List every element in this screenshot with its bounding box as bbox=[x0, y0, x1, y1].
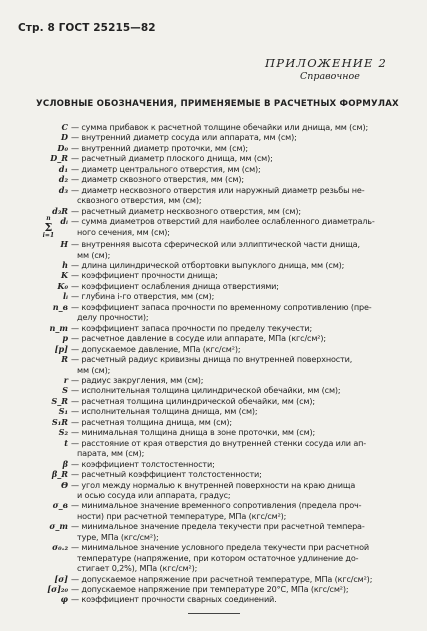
symbol-text: D bbox=[60, 132, 68, 143]
symbol-text: σ_в bbox=[52, 500, 68, 511]
description-line: — минимальное значение предела текучести при расчетной темпера- bbox=[71, 521, 365, 532]
page-header: Стр. 8 ГОСТ 25215—82 bbox=[18, 22, 156, 34]
symbol bbox=[8, 291, 68, 301]
description-line: ности) при расчетной температуре, МПа (кгс/см²); bbox=[77, 510, 287, 521]
description-line: — внутренняя высота сферической или эллиптической части днища, bbox=[71, 239, 360, 250]
symbol-row bbox=[8, 164, 420, 174]
description-line: парата, мм (см); bbox=[77, 448, 145, 459]
symbol-row bbox=[8, 480, 420, 501]
symbol-row bbox=[8, 344, 420, 354]
symbol-row bbox=[8, 459, 420, 469]
symbol-row bbox=[8, 438, 420, 459]
symbol bbox=[8, 143, 68, 153]
symbol-description bbox=[68, 132, 420, 142]
symbol-row bbox=[8, 385, 420, 395]
description-line: мм (см); bbox=[77, 249, 111, 260]
symbol-row bbox=[8, 521, 420, 542]
sigma-glyph: Σ bbox=[44, 220, 53, 234]
symbol bbox=[8, 500, 68, 510]
symbol-row bbox=[8, 174, 420, 184]
symbol bbox=[8, 216, 68, 239]
symbol-description bbox=[68, 542, 420, 573]
symbol bbox=[8, 153, 68, 163]
sum-upper-limit: n bbox=[46, 215, 51, 223]
symbol bbox=[8, 344, 68, 354]
symbol-description bbox=[68, 143, 420, 153]
symbol bbox=[8, 417, 68, 427]
symbol-description bbox=[68, 270, 420, 280]
symbol-description bbox=[68, 302, 420, 323]
description-line: — расчетный диаметр плоского днища, мм (см); bbox=[71, 153, 273, 164]
symbol bbox=[8, 270, 68, 280]
symbol-row bbox=[8, 302, 420, 323]
description-line: — сумма прибавок к расчетной толщине обечайки или днища, мм (см); bbox=[71, 122, 369, 132]
symbol-row bbox=[8, 574, 420, 584]
symbol-row bbox=[8, 333, 420, 343]
description-line: — минимальное значение временного сопротивления (предела проч- bbox=[71, 500, 362, 511]
description-line: — внутренний диаметр сосуда или аппарата, мм (см); bbox=[71, 132, 297, 143]
symbol-description bbox=[68, 239, 420, 260]
symbol bbox=[8, 323, 68, 333]
symbol-text: β_R bbox=[51, 469, 68, 480]
symbol-description bbox=[68, 174, 420, 184]
symbol-row bbox=[8, 375, 420, 385]
description-line: — расчетный диаметр несквозного отверстия, мм (см); bbox=[71, 205, 301, 216]
symbol-description bbox=[68, 323, 420, 333]
symbol-description bbox=[68, 584, 420, 594]
symbol-description bbox=[68, 206, 420, 216]
symbol-description bbox=[68, 153, 420, 163]
description-line: — сумма диаметров отверстий для наиболее ослабленного диаметраль- bbox=[71, 216, 375, 227]
symbol-text: p bbox=[62, 333, 68, 344]
symbol-row bbox=[8, 500, 420, 521]
symbol-description bbox=[68, 333, 420, 343]
appendix-title: ПРИЛОЖЕНИЕ 2 bbox=[265, 56, 387, 70]
description-line: стигает 0,2%), МПа (кгс/см²); bbox=[77, 563, 198, 574]
symbol-description bbox=[68, 417, 420, 427]
symbol-description bbox=[68, 291, 420, 301]
symbol-description bbox=[68, 164, 420, 174]
symbol bbox=[8, 174, 68, 184]
description-line: — коэффициент запаса прочности по временному сопротивлению (пре- bbox=[71, 301, 372, 312]
symbol bbox=[8, 521, 68, 531]
description-line: — минимальное значение условного предела текучести при расчетной bbox=[71, 542, 369, 553]
symbol-text: σ_т bbox=[49, 521, 68, 532]
symbol-text: H bbox=[60, 239, 68, 250]
description-line: — допускаемое давление, МПа (кгс/см²); bbox=[71, 343, 241, 354]
symbol-text: D₀ bbox=[57, 142, 68, 153]
symbol-row bbox=[8, 584, 420, 594]
symbol-row bbox=[8, 396, 420, 406]
symbol bbox=[8, 260, 68, 270]
symbol bbox=[8, 354, 68, 364]
description-line: и осью сосуда или аппарата, градус; bbox=[77, 489, 231, 500]
section-title: УСЛОВНЫЕ ОБОЗНАЧЕНИЯ, ПРИМЕНЯЕМЫЕ В РАСЧЕТНЫХ ФОРМУЛАХ bbox=[36, 99, 399, 109]
symbol-text: [p] bbox=[54, 343, 68, 354]
symbol-row bbox=[8, 239, 420, 260]
symbol-row bbox=[8, 216, 420, 239]
description-line: — угол между нормалью к внутренней поверхности на краю днища bbox=[71, 479, 356, 490]
description-line: — коэффициент прочности днища; bbox=[71, 270, 218, 281]
symbol bbox=[8, 164, 68, 174]
symbol bbox=[8, 542, 68, 552]
symbol-text: n_т bbox=[49, 322, 68, 333]
symbol-text: d₁ bbox=[58, 163, 68, 174]
symbol-row bbox=[8, 260, 420, 270]
description-line: — коэффициент ослабления днища отверстиями; bbox=[71, 280, 279, 291]
symbol bbox=[8, 459, 68, 469]
symbol-text: S bbox=[62, 385, 68, 396]
appendix-subtitle: Справочное bbox=[300, 71, 360, 82]
symbol-row bbox=[8, 427, 420, 437]
symbol-description bbox=[68, 185, 420, 206]
description-line: — коэффициент запаса прочности по пределу текучести; bbox=[71, 322, 313, 333]
symbol-list bbox=[8, 122, 420, 605]
symbol-description bbox=[68, 469, 420, 479]
symbol-row bbox=[8, 206, 420, 216]
description-line: — диаметр несквозного отверстия или наружный диаметр резьбы не- bbox=[71, 184, 365, 195]
symbol bbox=[8, 302, 68, 312]
description-line: — диаметр центрального отверстия, мм (см); bbox=[71, 163, 261, 174]
symbol-text: d₃R bbox=[52, 205, 68, 216]
symbol-description bbox=[68, 281, 420, 291]
symbol-text: K₀ bbox=[57, 280, 68, 291]
symbol-description bbox=[68, 427, 420, 437]
description-line: — расстояние от края отверстия до внутренней стенки сосуда или ап- bbox=[71, 437, 367, 448]
symbol-text: [σ]₂₀ bbox=[47, 584, 68, 595]
description-line: — расчетная толщина цилиндрической обечайки, мм (см); bbox=[71, 395, 315, 406]
symbol-description bbox=[68, 574, 420, 584]
description-line: — диаметр сквозного отверстия, мм (см); bbox=[71, 174, 244, 185]
symbol-row bbox=[8, 122, 420, 132]
end-divider bbox=[188, 613, 240, 614]
symbol bbox=[8, 406, 68, 416]
description-line: — расчетное давление в сосуде или аппарате, МПа (кгс/см²); bbox=[71, 333, 326, 344]
symbol-text: t bbox=[64, 437, 68, 448]
symbol-row bbox=[8, 143, 420, 153]
symbol-text: Θ bbox=[60, 479, 68, 490]
symbol-row bbox=[8, 406, 420, 416]
symbol-row bbox=[8, 594, 420, 604]
symbol-description bbox=[68, 344, 420, 354]
symbol-text: φ bbox=[60, 594, 68, 605]
symbol-row bbox=[8, 469, 420, 479]
symbol-description bbox=[68, 216, 420, 237]
description-line: — коэффициент толстостенности; bbox=[71, 458, 215, 469]
symbol-description bbox=[68, 438, 420, 459]
symbol bbox=[8, 122, 68, 132]
symbol bbox=[8, 438, 68, 448]
description-line: — исполнительная толщина цилиндрической обечайки, мм (см); bbox=[71, 385, 341, 396]
symbol-description bbox=[68, 500, 420, 521]
description-line: — расчетный радиус кривизны днища по внутренней поверхности, bbox=[71, 354, 353, 365]
symbol-text: R bbox=[61, 354, 68, 365]
symbol-row bbox=[8, 132, 420, 142]
symbol bbox=[8, 375, 68, 385]
symbol-row bbox=[8, 354, 420, 375]
symbol bbox=[8, 333, 68, 343]
symbol-description bbox=[68, 521, 420, 542]
symbol bbox=[8, 594, 68, 604]
description-line: — допускаемое напряжение при расчетной температуре, МПа (кгс/см²); bbox=[71, 573, 373, 584]
symbol-text: D_R bbox=[50, 153, 68, 164]
symbol bbox=[8, 584, 68, 594]
symbol-row bbox=[8, 281, 420, 291]
symbol-text: h bbox=[62, 259, 68, 270]
symbol-text: S_R bbox=[51, 395, 68, 406]
symbol-text: S₁R bbox=[51, 416, 68, 427]
symbol-text: C bbox=[61, 122, 68, 132]
symbol-text: S₁ bbox=[58, 406, 68, 417]
symbol-row bbox=[8, 323, 420, 333]
symbol bbox=[8, 469, 68, 479]
symbol-description bbox=[68, 122, 420, 132]
symbol-description bbox=[68, 385, 420, 395]
symbol-description bbox=[68, 396, 420, 406]
symbol-row bbox=[8, 542, 420, 573]
sum-lower-limit: i=1 bbox=[42, 231, 55, 239]
symbol bbox=[8, 480, 68, 490]
description-line: — коэффициент прочности сварных соединений. bbox=[71, 594, 277, 605]
description-line: делу прочности); bbox=[77, 312, 149, 323]
description-line: — внутренний диаметр проточки, мм (см); bbox=[71, 142, 249, 153]
symbol-text: r bbox=[63, 374, 68, 385]
symbol bbox=[8, 239, 68, 249]
symbol-row bbox=[8, 185, 420, 206]
symbol-glyph: dᵢ bbox=[60, 216, 68, 227]
symbol bbox=[8, 132, 68, 142]
symbol-description bbox=[68, 260, 420, 270]
symbol-text: K bbox=[60, 270, 68, 281]
symbol bbox=[8, 396, 68, 406]
symbol-description bbox=[68, 480, 420, 501]
symbol-row bbox=[8, 270, 420, 280]
symbol-row bbox=[8, 153, 420, 163]
symbol-text: S₂ bbox=[58, 427, 68, 438]
symbol-text: d₃ bbox=[58, 184, 68, 195]
symbol bbox=[8, 574, 68, 584]
description-line: мм (см); bbox=[77, 364, 111, 375]
description-line: — минимальная толщина днища в зоне проточки, мм (см); bbox=[71, 427, 316, 438]
summation-sign bbox=[36, 216, 60, 239]
description-line: — радиус закругления, мм (см); bbox=[71, 374, 204, 385]
symbol bbox=[8, 385, 68, 395]
symbol-description bbox=[68, 354, 420, 375]
symbol-row bbox=[8, 291, 420, 301]
description-line: — длина цилиндрической отбортовки выпуклого днища, мм (см); bbox=[71, 259, 345, 270]
symbol-text: σ₀.₂ bbox=[52, 542, 68, 553]
symbol-text: β bbox=[62, 458, 68, 469]
symbol-text: d₂ bbox=[58, 174, 68, 185]
description-line: ного сечения, мм (см); bbox=[77, 226, 170, 237]
description-line: — расчетная толщина днища, мм (см); bbox=[71, 416, 232, 427]
description-line: температуре (напряжение, при котором остаточное удлинение до- bbox=[77, 552, 359, 563]
symbol bbox=[8, 281, 68, 291]
description-line: — допускаемое напряжение при температуре 20°С, МПа (кгс/см²); bbox=[71, 584, 349, 595]
symbol-description bbox=[68, 594, 420, 604]
symbol-text: [σ] bbox=[54, 573, 68, 584]
symbol-text: n_в bbox=[52, 301, 68, 312]
description-line: сквозного отверстия, мм (см); bbox=[77, 195, 202, 206]
symbol-text: lᵢ bbox=[62, 291, 68, 302]
symbol bbox=[8, 185, 68, 195]
description-line: — глубина i-го отверстия, мм (см); bbox=[71, 291, 215, 302]
symbol-description bbox=[68, 406, 420, 416]
description-line: туре, МПа (кгс/см²); bbox=[77, 531, 159, 542]
symbol-row bbox=[8, 417, 420, 427]
symbol bbox=[8, 206, 68, 216]
description-line: — расчетный коэффициент толстостенности; bbox=[71, 469, 262, 480]
description-line: — исполнительная толщина днища, мм (см); bbox=[71, 406, 258, 417]
symbol bbox=[8, 427, 68, 437]
symbol-description bbox=[68, 459, 420, 469]
symbol-description bbox=[68, 375, 420, 385]
